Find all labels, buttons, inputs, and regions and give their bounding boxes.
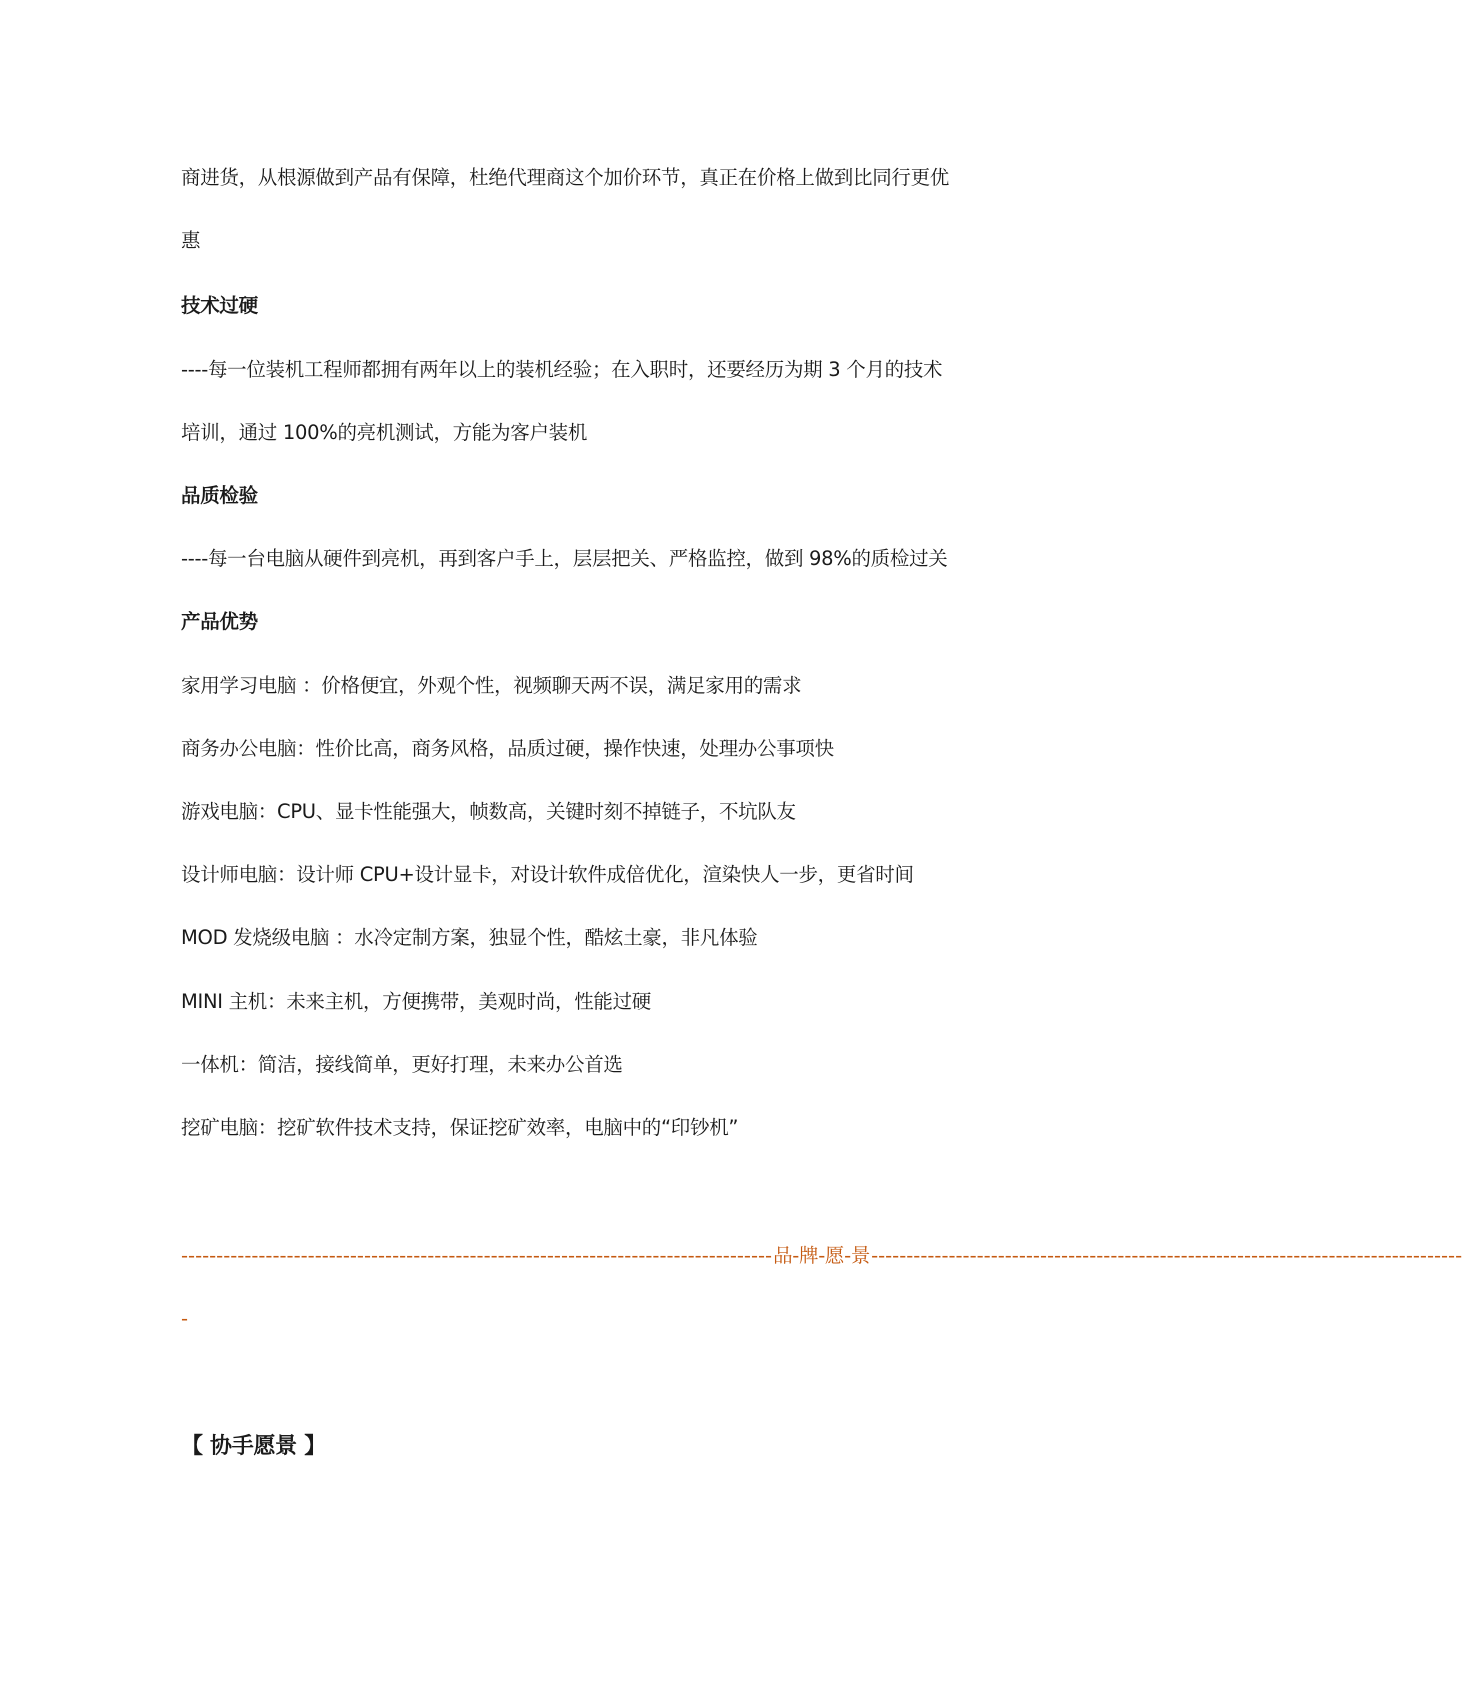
paragraph-line: MOD 发烧级电脑 ：水冷定制方案，独显个性，酷炫土豪，非凡体验 xyxy=(181,926,758,949)
paragraph-line: 一体机：简洁，接线简单，更好打理，未来办公首选 xyxy=(181,1053,623,1076)
paragraph-line: 设计师电脑：设计师 CPU+设计显卡，对设计软件成倍优化，渲染快人一步，更省时间 xyxy=(181,863,914,886)
paragraph-line: ----每一台电脑从硬件到亮机，再到客户手上，层层把关、严格监控，做到 98%的质检过关 xyxy=(181,547,948,570)
paragraph-line: 挖矿电脑：挖矿软件技术支持，保证挖矿效率，电脑中的“印钞机” xyxy=(181,1116,739,1139)
section-heading: 品质检验 xyxy=(181,484,258,507)
section-heading: 技术过硬 xyxy=(181,294,258,317)
divider-overflow: - xyxy=(181,1307,188,1330)
paragraph-line: 惠 xyxy=(181,229,201,252)
divider-dashes-right: ------------------------------------------------------------------------------------ xyxy=(871,1244,1462,1267)
paragraph-line: MINI 主机：未来主机，方便携带，美观时尚，性能过硬 xyxy=(181,990,652,1013)
paragraph-line: 家用学习电脑 ：价格便宜，外观个性，视频聊天两不误，满足家用的需求 xyxy=(181,674,802,697)
paragraph-line: 培训，通过 100%的亮机测试，方能为客户装机 xyxy=(181,421,588,444)
section-heading: 产品优势 xyxy=(181,610,258,633)
paragraph-line: 商进货，从根源做到产品有保障，杜绝代理商这个加价环节，真正在价格上做到比同行更优 xyxy=(181,166,950,189)
brand-vision-divider xyxy=(181,1242,1462,1270)
divider-title: 品-牌-愿-景 xyxy=(773,1244,871,1267)
paragraph-line: 商务办公电脑：性价比高，商务风格，品质过硬，操作快速，处理办公事项快 xyxy=(181,737,834,760)
vision-heading: 【 协手愿景 】 xyxy=(181,1434,326,1459)
paragraph-line: ----每一位装机工程师都拥有两年以上的装机经验；在入职时，还要经历为期 3 个月的技术 xyxy=(181,358,943,381)
paragraph-line: 游戏电脑：CPU、显卡性能强大，帧数高，关键时刻不掉链子，不坑队友 xyxy=(181,800,796,823)
divider-dashes-left: ------------------------------------------------------------------------------------ xyxy=(181,1244,773,1267)
